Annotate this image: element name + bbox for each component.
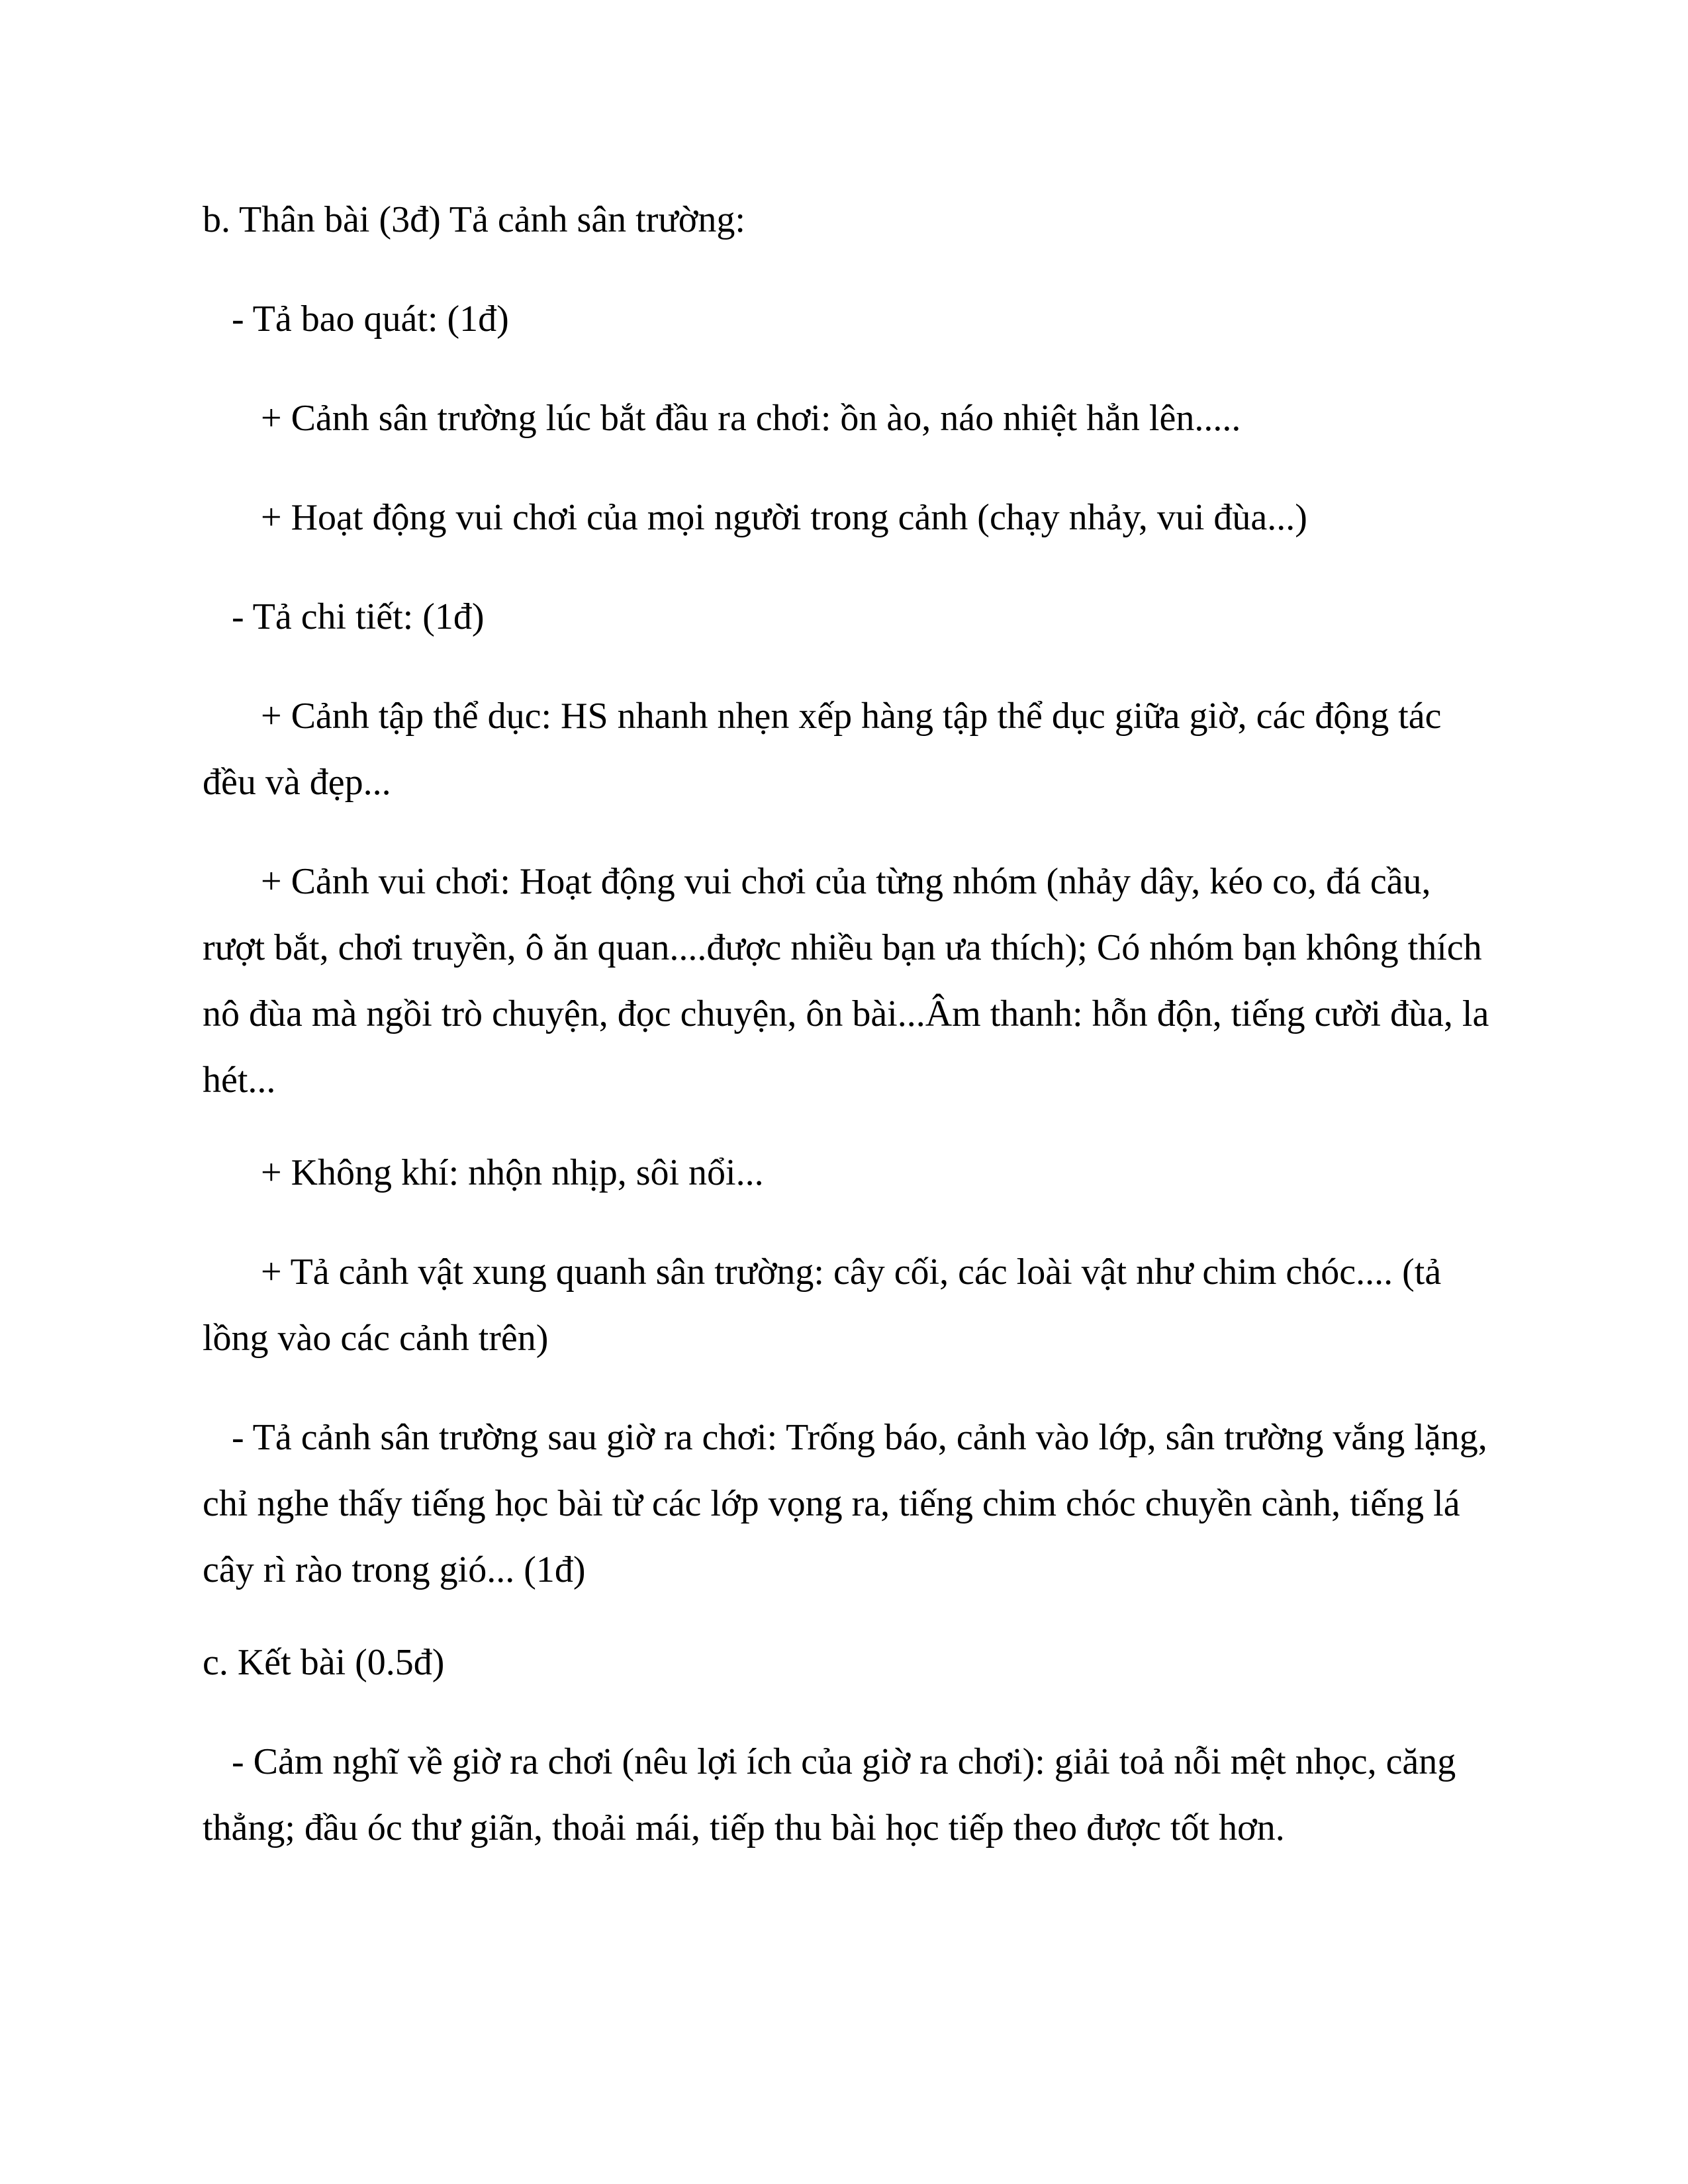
section-b-heading: b. Thân bài (3đ) Tả cảnh sân trường: [203, 199, 745, 240]
detail-exercise: + Cảnh tập thể dục: HS nhanh nhẹn xếp hàng tập thể dục giữa giờ, các động tác đều và đẹp... [203, 696, 1442, 803]
after-break-item: - Tả cảnh sân trường sau giờ ra chơi: Trống báo, cảnh vào lớp, sân trường vắng lặng, chỉ nghe thấy tiếng học bài từ các lớp vọng ra, tiếng chim chóc chuyền cành, tiếng lá cây rì rào trong gió... (1đ) [203, 1417, 1487, 1590]
detail-atmosphere: + Không khí: nhộn nhịp, sôi nổi... [261, 1152, 764, 1193]
detail-item: - Tả chi tiết: (1đ) [232, 596, 485, 637]
detail-surroundings: + Tả cảnh vật xung quanh sân trường: cây cối, các loài vật như chim chóc.... (tả lồng vào các cảnh trên) [203, 1251, 1442, 1359]
conclusion-item: - Cảm nghĩ về giờ ra chơi (nêu lợi ích của giờ ra chơi): giải toả nỗi mệt nhọc, căng thẳng; đầu óc thư giãn, thoải mái, tiếp thu bài học tiếp theo được tốt hơn. [203, 1741, 1456, 1848]
overview-item: - Tả bao quát: (1đ) [232, 298, 509, 340]
overview-detail-activity: + Hoạt động vui chơi của mọi người trong cảnh (chạy nhảy, vui đùa...) [261, 497, 1307, 538]
section-c-heading: c. Kết bài (0.5đ) [203, 1642, 445, 1683]
overview-detail-start: + Cảnh sân trường lúc bắt đầu ra chơi: ồn ào, náo nhiệt hẳn lên..... [261, 398, 1241, 439]
detail-play: + Cảnh vui chơi: Hoạt động vui chơi của từng nhóm (nhảy dây, kéo co, đá cầu, rượt bắt, chơi truyền, ô ăn quan....được nhiều bạn ưa thích); Có nhóm bạn không thích nô đùa mà ngồi trò chuyện, đọc chuyện, ôn bài...Âm thanh: hỗn độn, tiếng cười đùa, la hét... [203, 861, 1489, 1101]
